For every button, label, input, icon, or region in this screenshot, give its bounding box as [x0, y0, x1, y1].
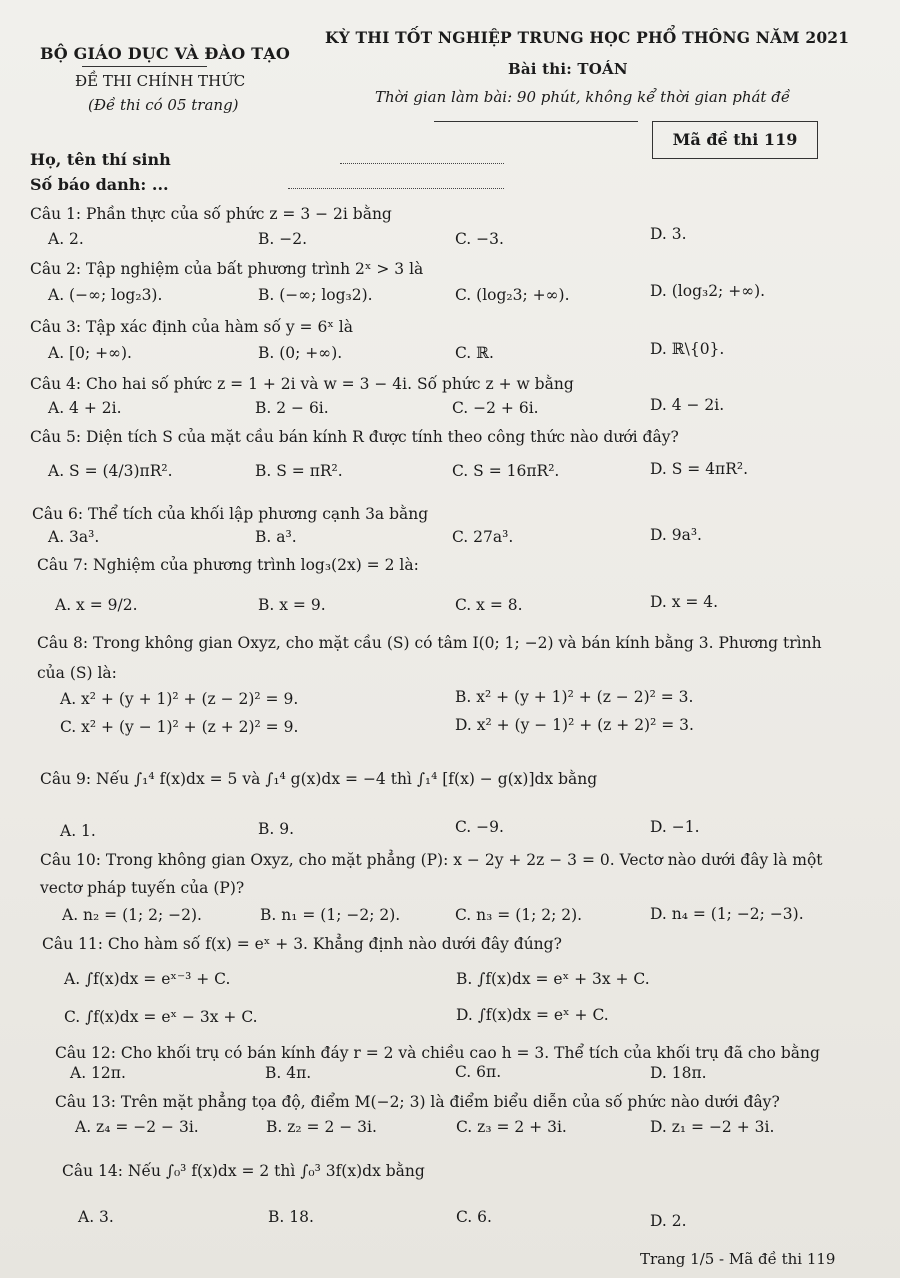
q8-option-a: A. x² + (y + 1)² + (z − 2)² = 9.: [60, 690, 299, 708]
question-8: Câu 8: Trong không gian Oxyz, cho mặt cầu (S) có tâm I(0; 1; −2) và bán kính bằng 3. Phương trình: [37, 634, 822, 652]
q11-option-b: B. ∫f(x)dx = eˣ + 3x + C.: [456, 970, 650, 988]
q11-option-c: C. ∫f(x)dx = eˣ − 3x + C.: [64, 1008, 258, 1026]
q2-option-d: D. (log₃2; +∞).: [650, 282, 766, 300]
title-underline: [434, 121, 638, 122]
question-8-cont: của (S) là:: [37, 664, 117, 682]
q6-option-b: B. a³.: [255, 528, 297, 546]
q1-option-c: C. −3.: [455, 230, 504, 248]
question-9: Câu 9: Nếu ∫₁⁴ f(x)dx = 5 và ∫₁⁴ g(x)dx = −4 thì ∫₁⁴ [f(x) − g(x)]dx bằng: [40, 770, 598, 788]
ministry-underline: [82, 66, 207, 67]
q5-option-d: D. S = 4πR².: [650, 460, 749, 478]
q6-option-d: D. 9a³.: [650, 526, 702, 544]
q13-option-a: A. z₄ = −2 − 3i.: [75, 1118, 199, 1136]
q7-option-a: A. x = 9/2.: [55, 596, 138, 614]
question-11: Câu 11: Cho hàm số f(x) = eˣ + 3. Khẳng định nào dưới đây đúng?: [42, 935, 562, 953]
q13-option-b: B. z₂ = 2 − 3i.: [266, 1118, 377, 1136]
q12-option-c: C. 6π.: [455, 1063, 502, 1081]
q3-option-a: A. [0; +∞).: [48, 344, 132, 362]
q14-option-d: D. 2.: [650, 1212, 687, 1230]
q10-option-b: B. n₁ = (1; −2; 2).: [260, 906, 401, 924]
q14-option-b: B. 18.: [268, 1208, 314, 1226]
q3-option-c: C. ℝ.: [455, 344, 494, 362]
question-10: Câu 10: Trong không gian Oxyz, cho mặt phẳng (P): x − 2y + 2z − 3 = 0. Vectơ nào dưới đây là một: [40, 851, 823, 869]
exam-title: KỲ THI TỐT NGHIỆP TRUNG HỌC PHỔ THÔNG NĂM 2021: [325, 28, 850, 47]
q8-option-d: D. x² + (y − 1)² + (z + 2)² = 3.: [455, 716, 694, 734]
q7-option-c: C. x = 8.: [455, 596, 523, 614]
question-4: Câu 4: Cho hai số phức z = 1 + 2i và w = 3 − 4i. Số phức z + w bằng: [30, 375, 574, 393]
question-10-cont: vectơ pháp tuyến của (P)?: [40, 879, 245, 897]
q8-option-b: B. x² + (y + 1)² + (z − 2)² = 3.: [455, 688, 694, 706]
q1-option-d: D. 3.: [650, 225, 687, 243]
exam-code: Mã đề thi 119: [672, 130, 798, 149]
question-12: Câu 12: Cho khối trụ có bán kính đáy r = 2 và chiều cao h = 3. Thể tích của khối trụ đã cho bằng: [55, 1044, 820, 1062]
q3-option-d: D. ℝ\{0}.: [650, 340, 725, 358]
q2-option-a: A. (−∞; log₂3).: [48, 286, 163, 304]
question-14: Câu 14: Nếu ∫₀³ f(x)dx = 2 thì ∫₀³ 3f(x)dx bằng: [62, 1162, 425, 1180]
pages-note: (Đề thi có 05 trang): [88, 96, 239, 114]
q1-option-a: A. 2.: [48, 230, 84, 248]
q4-option-b: B. 2 − 6i.: [255, 399, 329, 417]
q4-option-d: D. 4 − 2i.: [650, 396, 725, 414]
q9-option-d: D. −1.: [650, 818, 700, 836]
q11-option-a: A. ∫f(x)dx = eˣ⁻³ + C.: [64, 970, 231, 988]
question-6: Câu 6: Thể tích của khối lập phương cạnh 3a bằng: [32, 505, 429, 523]
q12-option-a: A. 12π.: [70, 1064, 126, 1082]
q12-option-d: D. 18π.: [650, 1064, 707, 1082]
question-7: Câu 7: Nghiệm của phương trình log₃(2x) = 2 là:: [37, 556, 419, 574]
q7-option-b: B. x = 9.: [258, 596, 326, 614]
q5-option-b: B. S = πR².: [255, 462, 343, 480]
q4-option-a: A. 4 + 2i.: [48, 399, 122, 417]
q11-option-d: D. ∫f(x)dx = eˣ + C.: [456, 1006, 609, 1024]
q10-option-d: D. n₄ = (1; −2; −3).: [650, 905, 804, 923]
q14-option-a: A. 3.: [78, 1208, 114, 1226]
name-label: Họ, tên thí sinh: [30, 150, 171, 169]
ministry-name: BỘ GIÁO DỤC VÀ ĐÀO TẠO: [40, 44, 290, 63]
question-3: Câu 3: Tập xác định của hàm số y = 6ˣ là: [30, 318, 354, 336]
q8-option-c: C. x² + (y − 1)² + (z + 2)² = 9.: [60, 718, 299, 736]
q1-option-b: B. −2.: [258, 230, 308, 248]
q10-option-c: C. n₃ = (1; 2; 2).: [455, 906, 583, 924]
q6-option-c: C. 27a³.: [452, 528, 514, 546]
q2-option-b: B. (−∞; log₃2).: [258, 286, 373, 304]
q6-option-a: A. 3a³.: [48, 528, 100, 546]
exam-code-box: [652, 121, 818, 159]
question-1: Câu 1: Phần thực của số phức z = 3 − 2i bằng: [30, 205, 392, 223]
q9-option-a: A. 1.: [60, 822, 96, 840]
q7-option-d: D. x = 4.: [650, 593, 719, 611]
q4-option-c: C. −2 + 6i.: [452, 399, 539, 417]
q5-option-c: C. S = 16πR².: [452, 462, 560, 480]
q13-option-c: C. z₃ = 2 + 3i.: [456, 1118, 567, 1136]
q9-option-b: B. 9.: [258, 820, 295, 838]
question-13: Câu 13: Trên mặt phẳng tọa độ, điểm M(−2; 3) là điểm biểu diễn của số phức nào dưới đây?: [55, 1093, 780, 1111]
id-field: [288, 188, 504, 189]
q14-option-c: C. 6.: [456, 1208, 492, 1226]
q10-option-a: A. n₂ = (1; 2; −2).: [62, 906, 202, 924]
time-note: Thời gian làm bài: 90 phút, không kể thời gian phát đề: [375, 88, 791, 106]
q5-option-a: A. S = (4/3)πR².: [48, 462, 173, 480]
official-label: ĐỀ THI CHÍNH THỨC: [75, 72, 246, 90]
q13-option-d: D. z₁ = −2 + 3i.: [650, 1118, 775, 1136]
q12-option-b: B. 4π.: [265, 1064, 312, 1082]
question-2: Câu 2: Tập nghiệm của bất phương trình 2ˣ > 3 là: [30, 260, 424, 278]
q9-option-c: C. −9.: [455, 818, 504, 836]
subject-label: Bài thi: TOÁN: [508, 60, 628, 78]
name-field: [340, 163, 504, 164]
question-5: Câu 5: Diện tích S của mặt cầu bán kính R được tính theo công thức nào dưới đây?: [30, 428, 679, 446]
q2-option-c: C. (log₂3; +∞).: [455, 286, 570, 304]
id-label: Số báo danh: ...: [30, 175, 169, 194]
page-footer: Trang 1/5 - Mã đề thi 119: [640, 1250, 836, 1268]
q3-option-b: B. (0; +∞).: [258, 344, 343, 362]
